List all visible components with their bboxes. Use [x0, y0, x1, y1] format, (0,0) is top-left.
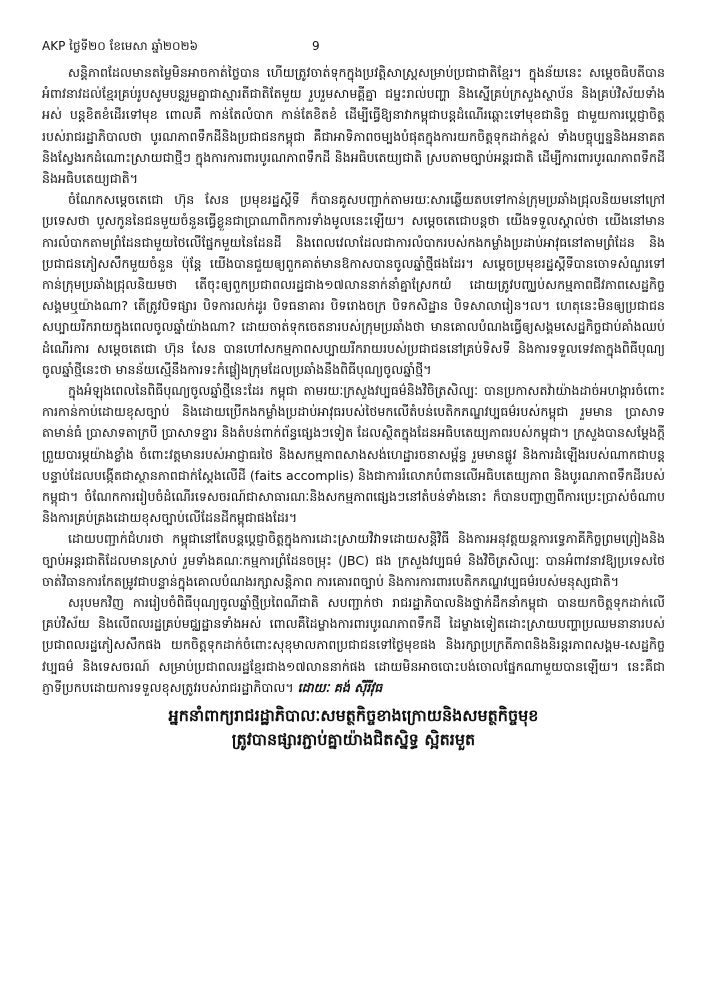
footer-line-2: ត្រូវបានផ្សារភ្ជាប់គ្នាយ៉ាងជិតស្និទ្ធ ស្អិតរមួត [231, 730, 476, 750]
page-number: 9 [312, 39, 320, 53]
paragraph: ចំណែកសម្តេចតេជោ ហ៊ុន សែន ប្រមុខរដ្ឋស្តីទី ក៏បានគូសបញ្ជាក់តាមរយៈសារឆ្លើយតបទៅកាន់ក្រុមប្រឆាំងជ្រុលនិយមនៅក្រៅប្រទេសថា បួសកូននៃជនមួយចំនួនធ្វើខ្លួនជាប្រាណាពិកការទាំងមូលនេះឡើយ។ សម្តេចតេជោបន្តថា យើងទទួលស្គាល់ថា យើងនៅមានការលំបាកតាមព្រំដែនជាមួយថៃលើផ្នែកមួយនៃដែនដី និងពេលវេលាដែលជាការលំបាករបស់កងកម្លាំងប្រដាប់អាវុធនៅតាមព្រំដែន និងប្រជាជនភៀសសឹកមួយចំនួន ប៉ុន្តែ យើងបានជួយឲ្យពួកគាត់មានឱកាសបានចូលឆ្នាំថ្មីផងដែរ។ សម្តេចប្រមុខរដ្ឋស្តីទីបានចោទសំណួរទៅកាន់ក្រុមប្រឆាំងជ្រុលនិយមថា តើចុះឲ្យពួកប្រជាពលរដ្ឋជាង១៧លាននាក់នាំគ្នាស្រែកយំ ដោយត្រូវបញ្ឈប់សកម្មភាពជីវភាពសេដ្ឋកិច្ចសង្គមឬយ៉ាងណា? តើត្រូវបិទផ្សារ បិទការលក់ដូរ បិទធនាគារ បិទរោងចក្រ បិទកសិដ្ឋាន បិទសាលារៀន។ល។ ហេតុនេះមិនឲ្យប្រជាជនសប្បាយរីករាយក្នុងពេលចូលឆ្នាំយ៉ាងណា? ដោយចាត់ទុកចេតនារបស់ក្រុមប្រឆាំងថា មានគោលបំណងធ្វើឲ្យសង្គមសេដ្ឋកិច្ចជាប់គាំងឈប់ដំណើរការ សម្តេចតេជោ ហ៊ុន សែន បានហៅសកម្មភាពសប្បាយរីករាយរបស់ប្រជាជននៅគ្រប់ទិសទី និងការទទួលទេវតាក្នុងពិធីបុណ្យចូលឆ្នាំថ្មីនេះថា មានន័យស្មើនឹងការទះកំផ្លៀងក្រុមដែលប្រឆាំងនឹងពិធីបុណ្យចូលឆ្នាំថ្មី។ [42, 192, 665, 377]
article-body [42, 62, 665, 698]
paragraph: សន្តិភាពដែលមានតម្លៃមិនអាចកាត់ថ្លៃបាន ហើយត្រូវចាត់ទុកក្នុងប្រវត្តិសាស្ត្រសម្រាប់ប្រជាជាតិខ្មែរ។ ក្នុងន័យនេះ សម្តេចធិបតីបានអំពាវនាវដល់ខ្មែរគ្រប់រូបសូមបន្តរួមគ្នាជាស្មារតីជាតិតែមួយ រួបរួមសាមគ្គីគ្នា ជម្នះរាល់បញ្ហា និងស្នើគ្រប់ក្រសួងស្ថាប័ន និងគ្រប់វិស័យទាំងអស់ បន្តខិតខំដើរទៅមុខ ពោលគឺ កាន់តែលំបាក កាន់តែខិតខំ ដើម្បីធ្វើឱ្យនាវាកម្ពុជាបន្តដំណើរឆ្ពោះទៅមុខជានិច្ច ជាមួយការប្តេជ្ញាចិត្តរបស់រាជរដ្ឋាភិបាលថា បូរណភាពទឹកដីនិងប្រជាជនកម្ពុជា គឺជាអាទិភាពចម្បងបំផុតក្នុងការយកចិត្តទុកដាក់ខ្ពស់ ទាំងបច្ចុប្បន្ននិងអនាគត និងស្វែងរកដំណោះស្រាយជាថ្មីៗ ក្នុងការការពារបូរណភាពទឹកដី និងអធិបតេយ្យជាតិ ស្របតាមច្បាប់អន្តរជាតិ ដើម្បីការពារបូរណភាពទឹកដី និងអធិបតេយ្យជាតិ។ [42, 65, 665, 187]
page-header [42, 38, 665, 62]
footer-headline [42, 704, 665, 752]
paragraph: ក្នុងអំឡុងពេលនៃពិធីបុណ្យចូលឆ្នាំថ្មីនេះដែរ កម្ពុជា តាមរយៈក្រសួងវប្បធម៌និងវិចិត្រសិល្បៈ បានប្រកាសតវ៉ាយ៉ាងដាច់អហង្ការចំពោះការកាន់កាប់ដោយខុសច្បាប់ និងដោយប្រើកងកម្លាំងប្រដាប់អាវុធរបស់ថៃមកលើតំបន់បេតិកភណ្ឌវប្បធម៌របស់កម្ពុជា រួមមាន ប្រាសាទតាមាន់ធំ ប្រាសាទតាក្របី ប្រាសាទខ្នារ និងតំបន់ពាក់ព័ន្ធផ្សេងៗទៀត ដែលស្ថិតក្នុងដែនអធិបតេយ្យភាពរបស់កម្ពុជា។ ក្រសួងបានសម្តែងក្តីព្រួយបារម្ភយ៉ាងខ្លាំង ចំពោះវត្តមានរបស់អាជ្ញាធរថៃ និងសកម្មភាពសាងសង់ហេដ្ឋារចនាសម្ព័ន្ធ រួមមានផ្លូវ និងការដំឡើងរបស់ណាកជាបន្តបន្ទាប់ដែលបង្កើតជាស្ថានភាពជាក់ស្តែងលើដី (faits accomplis) និងជាការរំលោភបំពានលើអធិបតេយ្យភាព និងបូរណភាពទឹកដីរបស់កម្ពុជា។ ចំណែកការរៀបចំដំណើរទេសចរណ៍ជាសាធារណៈនិងសកម្មភាពផ្សេងៗនៅតំបន់ទាំងនោះ ក៏បានបញ្ចាញពីការប្រេះប្រាស់ចំណាប និងការគ្រប់គ្រងដោយខុសច្បាប់លើដែនដីកម្ពុជាផងដែរ។ [42, 383, 665, 526]
paragraph-text: សរុបមកវិញ ការរៀបចំពិធីបុណ្យចូលឆ្នាំថ្មីប្រពៃណីជាតិ សបញ្ជាក់ថា រាជរដ្ឋាភិបាលនិងថ្នាក់ដឹកនាំកម្ពុជា បានយកចិត្តទុកដាក់លើគ្រប់វិស័យ និងលើពលរដ្ឋគ្រប់មជ្ឈដ្ឋានទាំងអស់ ពោលគឺដៃម្ខាងការពារបូរណភាពទឹកដី ដៃម្ខាងទៀតដោះស្រាយបញ្ហាប្រឈមនានារបស់ប្រជាពលរដ្ឋភៀសសឹកផង យកចិត្តទុកដាក់ចំពោះសុខុមាលភាពប្រជាជនទៅថ្ងៃមុខផង និងរក្សាប្រក្រតីភាពនិងនិរន្តរភាពសង្គម-សេដ្ឋកិច្ច វប្បធម៌ និងទេសចរណ៍ សម្រាប់ប្រជាពលរដ្ឋខ្មែរជាង១៧លាននាក់ផង ដោយមិនអាចបោះបង់ចោលផ្នែកណាមួយបានឡើយ។ នេះគឺជាភ្ញាទីប្រកបដោយការទទួលខុសត្រូវរបស់រាជរដ្ឋាភិបាល។ [42, 595, 665, 695]
footer-line-1: អ្នកនាំពាក្យរាជរដ្ឋាភិបាលៈសមត្ថកិច្ចខាងក្រោយនិងសមត្ថកិច្ចមុខ [168, 706, 539, 726]
paragraph [42, 592, 665, 698]
header-date: AKP ថ្ងៃទី២០ ខែមេសា ឆ្នាំ២០២៦ [42, 39, 199, 53]
paragraph: ដោយបញ្ជាក់ជំហរថា កម្ពុជានៅតែបន្តប្តេជ្ញាចិត្តក្នុងការដោះស្រាយវិវាទដោយសន្តិវិធី និងការអនុវត្តយន្តការទ្វេភាគីកិច្ចព្រមព្រៀងនិងច្បាប់អន្តរជាតិដែលមានស្រាប់ រួមទាំងគណៈកម្មការព្រំដែនចម្រុះ (JBC) ផង ក្រសួងវប្បធម៌ និងវិចិត្រសិល្បៈ បានអំពាវនាវឱ្យប្រទេសថៃចាត់វិធានការកែតម្រូវជាបន្ទាន់ក្នុងគោលបំណងរក្សាសន្តិភាព ការគោរពច្បាប់ និងការការពារបេតិកភណ្ឌវប្បធម៌របស់មនុស្សជាតិ។ [42, 531, 665, 589]
byline: ដោយៈ គង់ ស៊ីរីវុធ [297, 679, 383, 695]
